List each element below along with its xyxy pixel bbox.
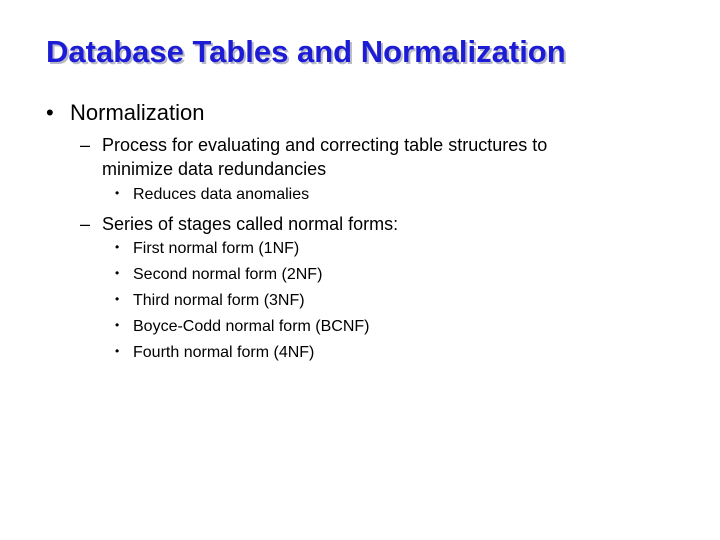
sub-bullet-line-1: Process for evaluating and correcting table structures to — [102, 135, 548, 155]
sub-bullet-text: Series of stages called normal forms: — [102, 214, 399, 234]
list-item — [115, 292, 305, 310]
sub-bullet-series — [80, 212, 398, 236]
list-item — [115, 186, 309, 204]
list-item — [115, 318, 370, 336]
sub-bullet-text — [102, 133, 547, 181]
small-bullet-marker: • — [115, 344, 120, 358]
dash-marker: – — [80, 214, 91, 234]
list-item-text: Third normal form (3NF) — [133, 292, 305, 309]
list-item-text: Reduces data anomalies — [133, 186, 310, 203]
small-bullet-marker: • — [115, 240, 120, 254]
small-bullet-marker: • — [115, 318, 120, 332]
list-item-text: Boyce-Codd normal form (BCNF) — [133, 318, 370, 335]
dash-marker: – — [80, 135, 91, 155]
small-bullet-marker: • — [115, 292, 120, 306]
list-item-text: Fourth normal form (4NF) — [133, 344, 315, 361]
small-bullet-marker: • — [115, 186, 120, 200]
bullet-marker: • — [46, 100, 54, 125]
list-item — [115, 240, 299, 258]
sub-bullet-process — [80, 133, 547, 181]
list-item-text: First normal form (1NF) — [133, 240, 300, 257]
sub-bullet-line-2: minimize data redundancies — [102, 159, 327, 179]
bullet-text: Normalization — [70, 100, 205, 125]
bullet-normalization — [46, 100, 205, 126]
small-bullet-marker: • — [115, 266, 120, 280]
list-item-text: Second normal form (2NF) — [133, 266, 323, 283]
slide-title: Database Tables and Normalization — [46, 34, 566, 69]
list-item — [115, 266, 322, 284]
list-item — [115, 344, 314, 362]
